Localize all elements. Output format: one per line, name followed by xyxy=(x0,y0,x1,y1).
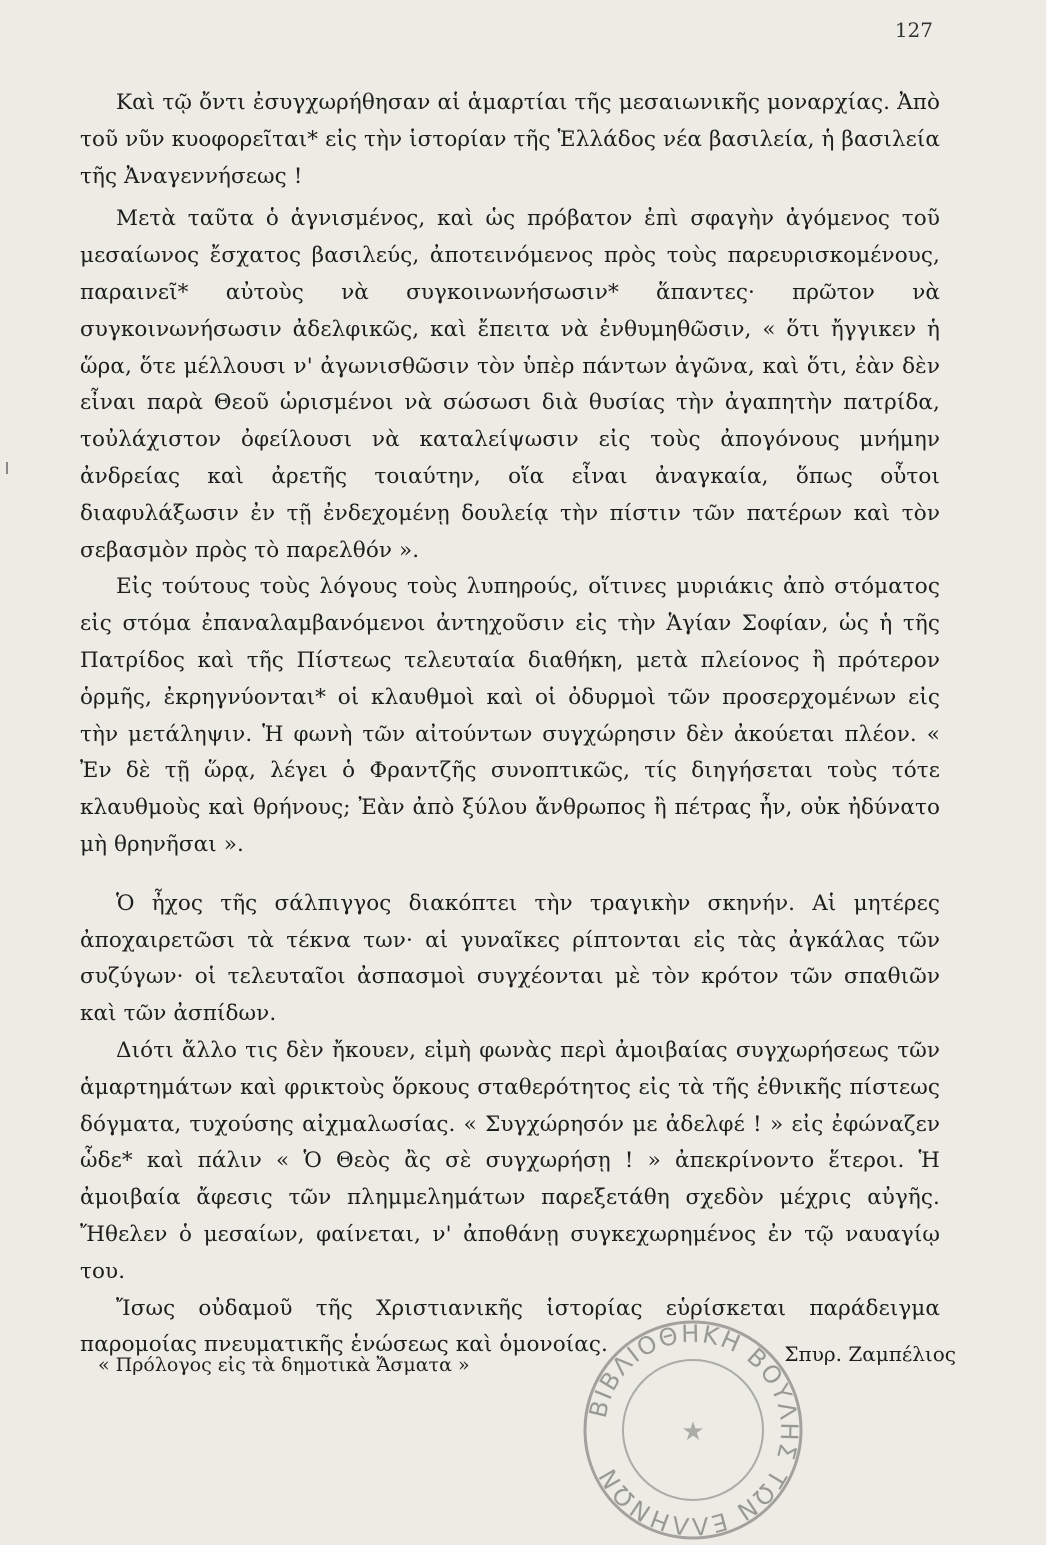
page-number: 127 xyxy=(894,18,933,42)
paragraph-5: Διότι ἄλλο τις δὲν ἤκουεν, εἰμὴ φωνὰς περὶ ἀμοιβαίας συγχωρήσεως τῶν ἁμαρτημάτων καὶ φρικτοὺς ὅρκους σταθερότητος εἰς τὰ τῆς ἐθνικῆς πίστεως δόγματα, τυχούσης αἰχμαλωσίας. « Συγχώρησόν με ἀδελφέ ! » εἰς ἐφώναζεν ὧδε* καὶ πάλιν « Ὁ Θεὸς ἂς σὲ συγχωρήσῃ ! » ἀπεκρίνοντο ἕτεροι. Ἡ ἀμοιβαία ἄφεσις τῶν πλημμελημάτων παρεξετάθη σχεδὸν μέχρις αὐγῆς. Ἤθελεν ὁ μεσαίων, φαίνεται, ν' ἀποθάνῃ συγκεχωρημένος ἐν τῷ ναυαγίῳ του. xyxy=(80,1037,940,1284)
paragraph-3: Εἰς τούτους τοὺς λόγους τοὺς λυπηρούς, οἵτινες μυριάκις ἀπὸ στόματος εἰς στόμα ἐπαναλαμβανόμενοι ἀντηχοῦσιν εἰς τὴν Ἁγίαν Σοφίαν, ὡς ἡ τῆς Πατρίδος καὶ τῆς Πίστεως τελευταία διαθήκη, μετὰ πλείονος ἢ πρότερον ὁρμῆς, ἐκρηγνύονται* οἱ κλαυθμοὶ καὶ οἱ ὀδυρμοὶ τῶν προσερχομένων εἰς τὴν μετάληψιν. Ἡ φωνὴ τῶν αἰτούντων συγχώρησιν δὲν ἀκούεται πλέον. « Ἐν δὲ τῇ ὥρᾳ, λέγει ὁ Φραντζῆς συνοπτικῶς, τίς διηγήσεται τοὺς τότε κλαυθμοὺς καὶ θρήνους; Ἐὰν ἀπὸ ξύλου ἄνθρωπος ἢ πέτρας ἦν, οὐκ ἠδύνατο μὴ θρηνῆσαι ». xyxy=(80,574,940,857)
stamp-text: ΒΙΒΛΙΟΘΗΚΗ ΒΟΥΛΗΣ ΤΩΝ ΕΛΛΗΝΩΝ xyxy=(583,1319,804,1541)
library-stamp xyxy=(578,1315,808,1545)
source-citation: « Πρόλογος εἰς τὰ δημοτικὰ Ἄσματα » xyxy=(98,1354,470,1376)
paragraph-2: Μετὰ ταῦτα ὁ ἁγνισμένος, καὶ ὡς πρόβατον ἐπὶ σφαγὴν ἀγόμενος τοῦ μεσαίωνος ἔσχατος βασιλεύς, ἀποτεινόμενος πρὸς τοὺς παρευρισκομένους, παραινεῖ* αὐτοὺς νὰ συγκοινωνήσωσιν* ἅπαντες· πρῶτον νὰ συγκοινωνήσωσιν ἀδελφικῶς, καὶ ἔπειτα νὰ ἐνθυμηθῶσιν, « ὅτι ἤγγικεν ἡ ὥρα, ὅτε μέλλουσι ν' ἀγωνισθῶσιν τὸν ὑπὲρ πάντων ἀγῶνα, καὶ ὅτι, ἐὰν δὲν εἶναι παρὰ Θεοῦ ὡρισμένοι νὰ σώσωσι διὰ θυσίας τὴν ἀγαπητὴν πατρίδα, τοὐλάχιστον ὀφείλουσι νὰ καταλείψωσιν εἰς τοὺς ἀπογόνους μνήμην ἀνδρείας καὶ ἀρετῆς τοιαύτην, οἵα εἶναι ἀναγκαία, ὅπως οὗτοι διαφυλάξωσιν ἐν τῇ ἐνδεχομένῃ δουλείᾳ τὴν πίστιν τῶν πατέρων καὶ τὸν σεβασμὸν πρὸς τὸ παρελθόν ». xyxy=(80,206,940,563)
stamp-star-icon: ★ xyxy=(681,1417,705,1447)
paragraph-1: Καὶ τῷ ὄντι ἐσυγχωρήθησαν αἱ ἁμαρτίαι τῆς μεσαιωνικῆς μοναρχίας. Ἀπὸ τοῦ νῦν κυοφορεῖται* εἰς τὴν ἱστορίαν τῆς Ἑλλάδος νέα βασιλεία, ἡ βασιλεία τῆς Ἀναγεννήσεως ! xyxy=(80,90,940,189)
margin-mark xyxy=(6,462,8,474)
body-text xyxy=(80,85,940,1364)
paragraph-6: Ἴσως οὐδαμοῦ τῆς Χριστιανικῆς ἱστορίας εὑρίσκεται παράδειγμα παρομοίας πνευματικῆς ἑνώσεως καὶ ὁμονοίας. xyxy=(80,1295,940,1358)
paragraph-4: Ὁ ἦχος τῆς σάλπιγγος διακόπτει τὴν τραγικὴν σκηνήν. Αἱ μητέρες ἀποχαιρετῶσι τὰ τέκνα των· αἱ γυναῖκες ρίπτονται εἰς τὰς ἀγκάλας τῶν συζύγων· οἱ τελευταῖοι ἀσπασμοὶ συγχέονται μὲ τὸν κρότον τῶν σπαθιῶν καὶ τῶν ἀσπίδων. xyxy=(80,890,940,1027)
footer xyxy=(80,1342,960,1382)
author-signature: Σπυρ. Ζαμπέλιος xyxy=(784,1342,956,1366)
